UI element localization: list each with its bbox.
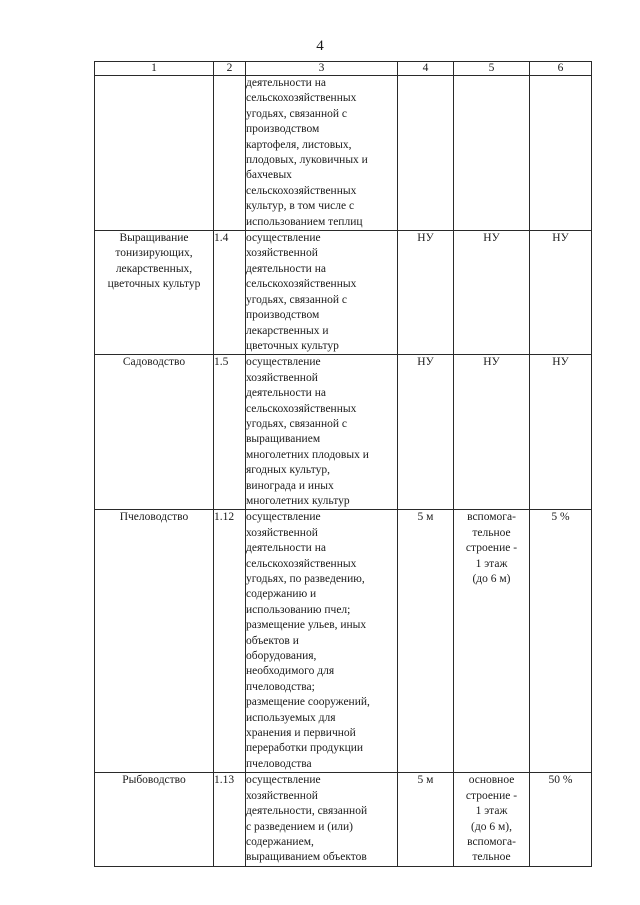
max-floors: НУ	[454, 231, 530, 355]
land-use-table	[94, 61, 592, 867]
use-type-name	[95, 76, 214, 231]
use-type-description: осуществление хозяйственной деятельности на сельскохозяйственных угодьях, связанной с производством лекарственных и цветочных культур	[246, 231, 398, 355]
table-header-row	[95, 62, 592, 76]
min-setback: 5 м	[398, 773, 454, 866]
use-type-description: осуществление хозяйственной деятельности на сельскохозяйственных угодьях, по разведению, содержанию и использованию пчел; размещение ульев, иных объектов и оборудования, необходимого для пчеловодства; размещение сооружений, используемых для хранения и первичной переработки продукции пчеловодства	[246, 510, 398, 773]
use-type-description: осуществление хозяйственной деятельности на сельскохозяйственных угодьях, связанной с выращиванием многолетних плодовых и ягодных культур, винограда и иных многолетних культур	[246, 355, 398, 510]
max-floors	[454, 76, 530, 231]
table-row	[95, 355, 592, 510]
use-type-code	[214, 76, 246, 231]
max-coverage: НУ	[530, 355, 592, 510]
min-setback: НУ	[398, 355, 454, 510]
use-type-description: осуществление хозяйственной деятельности, связанной с разведением и (или) содержанием, выращиванием объектов	[246, 773, 398, 866]
column-header: 2	[214, 62, 246, 76]
min-setback: 5 м	[398, 510, 454, 773]
use-type-code: 1.13	[214, 773, 246, 866]
max-floors: основное строение - 1 этаж (до 6 м), вспомога- тельное	[454, 773, 530, 866]
use-type-description: деятельности на сельскохозяйственных угодьях, связанной с производством картофеля, листовых, плодовых, луковичных и бахчевых сельскохозяйственных культур, в том числе с использованием теплиц	[246, 76, 398, 231]
column-header: 4	[398, 62, 454, 76]
use-type-name: Выращивание тонизирующих, лекарственных, цветочных культур	[95, 231, 214, 355]
max-floors: вспомога- тельное строение - 1 этаж (до 6 м)	[454, 510, 530, 773]
min-setback	[398, 76, 454, 231]
column-header: 6	[530, 62, 592, 76]
table-row	[95, 231, 592, 355]
column-header: 5	[454, 62, 530, 76]
use-type-code: 1.12	[214, 510, 246, 773]
use-type-name: Рыбоводство	[95, 773, 214, 866]
max-coverage: 50 %	[530, 773, 592, 866]
table-row	[95, 773, 592, 866]
table-row	[95, 76, 592, 231]
max-coverage: НУ	[530, 231, 592, 355]
page-number: 4	[316, 38, 324, 54]
max-coverage	[530, 76, 592, 231]
table-row	[95, 510, 592, 773]
use-type-name: Садоводство	[95, 355, 214, 510]
column-header: 1	[95, 62, 214, 76]
min-setback: НУ	[398, 231, 454, 355]
column-header: 3	[246, 62, 398, 76]
use-type-code: 1.4	[214, 231, 246, 355]
use-type-code: 1.5	[214, 355, 246, 510]
max-floors: НУ	[454, 355, 530, 510]
use-type-name: Пчеловодство	[95, 510, 214, 773]
max-coverage: 5 %	[530, 510, 592, 773]
